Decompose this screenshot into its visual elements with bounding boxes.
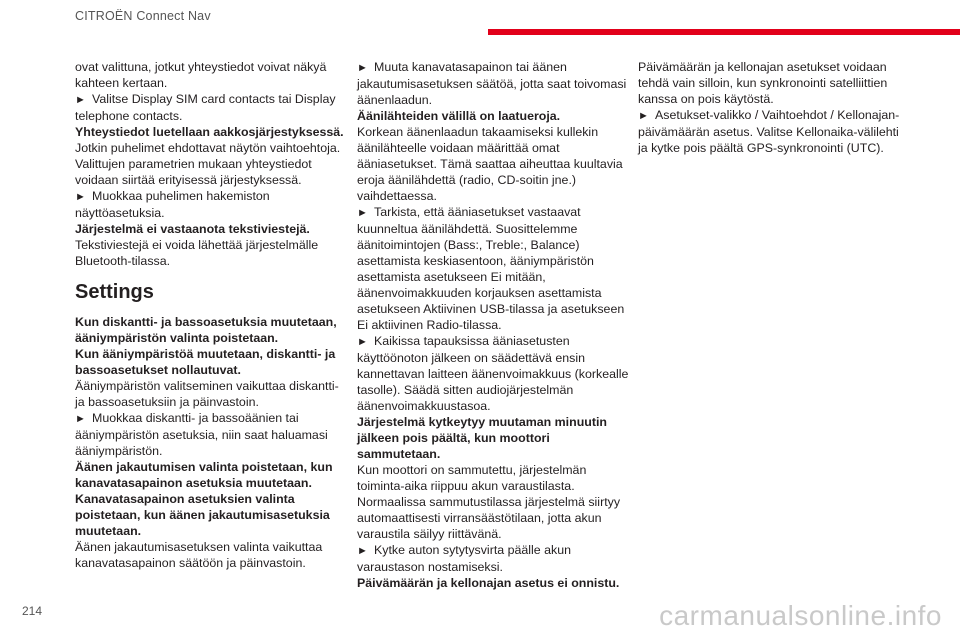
header-accent-bar (488, 29, 960, 35)
paragraph: Äänen jakautumisasetuksen valinta vaikuttaa kanavatasapainon säätöön ja päinvastoin. (75, 540, 323, 570)
bullet-paragraph: ► Kytke auton sytytysvirta päälle akun varaustason nostamiseksi. (357, 542, 632, 575)
bold-paragraph: Kun diskantti- ja bassoasetuksia muutetaan, ääniympäristön valinta poistetaan. (75, 315, 337, 345)
paragraph: ovat valittuna, jotkut yhteystiedot voivat näkyä kahteen kertaan. (75, 60, 327, 90)
paragraph: Jotkin puhelimet ehdottavat näytön vaihtoehtoja. Valittujen parametrien mukaan yhteystiedot voidaan siirtää erityisessä järjestyksessä. (75, 141, 341, 187)
bullet-paragraph: ► Muuta kanavatasapainon tai äänen jakautumisasetuksen säätöä, jotta saat toivomasi äänenlaadun. (357, 59, 632, 108)
text-column-1 (75, 59, 350, 571)
paragraph: Ääniympäristön valitseminen vaikuttaa diskantti- ja bassoasetuksiin ja päinvastoin. (75, 379, 339, 409)
bullet-paragraph: ► Muokkaa puhelimen hakemiston näyttöasetuksia. (75, 188, 350, 221)
paragraph: Korkean äänenlaadun takaamiseksi kullekin äänilähteelle voidaan määrittää omat ääniasetukset. Tämä saattaa aiheuttaa kuultavia eroja äänilähdettä (radio, CD-soitin jne.) vaihdettaessa. (357, 125, 623, 203)
section-heading: Settings (75, 281, 154, 303)
paragraph: Kun moottori on sammutettu, järjestelmän toiminta-aika riippuu akun varaustilasta. Normaalissa sammutustilassa järjestelmä siirtyy automaattisesti virransäästötilaan, jotta akun varaustila säilyy riittävänä. (357, 463, 621, 541)
text-column-2 (357, 59, 632, 591)
watermark: carmanualsonline.info (659, 600, 942, 631)
bold-paragraph: Äänen jakautumisen valinta poistetaan, kun kanavatasapainon asetuksia muutetaan. (75, 460, 333, 490)
bullet-paragraph: ► Kaikissa tapauksissa ääniasetusten käyttöönoton jälkeen on säädettävä ensin kannettavan laitteen äänenvoimakkuus (korkealle tasolle). Säädä sitten audiojärjestelmän äänenvoimakkuustasoa. (357, 333, 632, 414)
bold-paragraph: Järjestelmä kytkeytyy muutaman minuutin jälkeen pois päältä, kun moottori sammutetaan. (357, 415, 607, 461)
bold-paragraph: Järjestelmä ei vastaanota tekstiviestejä. (75, 222, 310, 236)
bullet-paragraph: ► Asetukset-valikko / Vaihtoehdot / Kellonajan-päivämäärän asetus. Valitse Kellonaika-välilehti ja kytke pois päältä GPS-synkronointi (UTC). (638, 107, 908, 156)
bold-paragraph: Päivämäärän ja kellonajan asetus ei onnistu. (357, 576, 620, 590)
header-title: CITROËN Connect Nav (75, 9, 211, 23)
bold-paragraph: Kanavatasapainon asetuksien valinta poistetaan, kun äänen jakautumisasetuksia muutetaan. (75, 492, 330, 538)
bullet-paragraph: ► Muokkaa diskantti- ja bassoäänien tai ääniympäristön asetuksia, niin saat haluamasi ääniympäristön. (75, 410, 350, 459)
bold-paragraph: Yhteystiedot luetellaan aakkosjärjestyksessä. (75, 125, 344, 139)
bold-paragraph: Äänilähteiden välillä on laatueroja. (357, 109, 561, 123)
text-column-3 (638, 59, 908, 156)
paragraph: Tekstiviestejä ei voida lähettää järjestelmälle Bluetooth-tilassa. (75, 238, 319, 268)
bullet-paragraph: ► Tarkista, että ääniasetukset vastaavat kuunneltua äänilähdettä. Suosittelemme äänitoimintojen (Bass:, Treble:, Balance) asettamista keskiasentoon, ääniympäristön asettamista asetukseen Ei mitään, äänenvoimakkuuden korjauksen asettamista asetukseen Aktiivinen USB-tilassa ja asetukseen Ei aktiivinen Radio-tilassa. (357, 204, 632, 333)
bullet-paragraph: ► Valitse Display SIM card contacts tai Display telephone contacts. (75, 91, 350, 124)
page-number: 214 (22, 604, 43, 618)
paragraph: Päivämäärän ja kellonajan asetukset voidaan tehdä vain silloin, kun synkronointi satelliittien kanssa on pois käytöstä. (638, 60, 888, 106)
bold-paragraph: Kun ääniympäristöä muutetaan, diskantti- ja bassoasetukset nollautuvat. (75, 347, 336, 377)
